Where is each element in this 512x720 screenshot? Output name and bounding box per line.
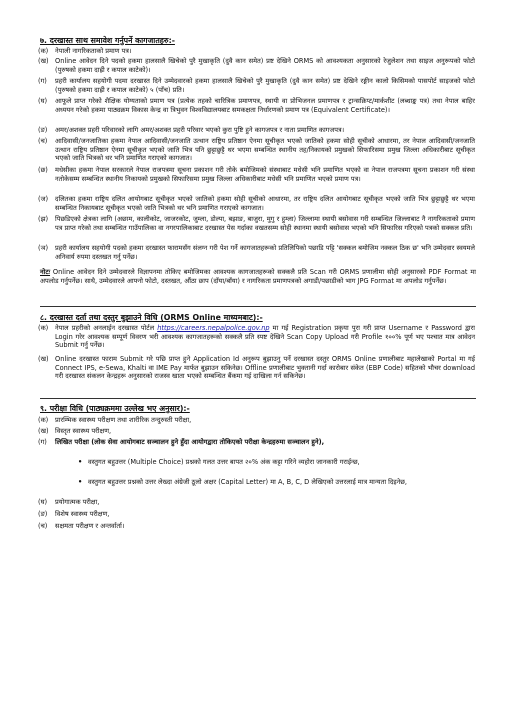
item-text: प्रयोगात्मक परीक्षा, xyxy=(55,498,100,506)
item-text: आदिवासी/जनजातिका हकमा नेपाल आदिवासी/जनजाति उत्थान राष्ट्रिय प्रतिष्ठान ऐनमा सूचीकृत भएको जातिको हकमा सोही सूचीको आधारमा, तर नेपाल आदिवासी/जनजाति उत्थान राष्ट्रिय प्रतिष्ठान ऐनमा सूचीकृत भएको जाति भित्र पनि छुट्टाछुट्टै थर भएमा सम्बन्धित स्थानीय तह/निकायको प्रमुखको सिफारिसमा प्रमुख जिल्ला अधिकारीबाट सूचीकृत भएको जाति भित्रको थर भनि प्रमाणित गराएको कागजात। xyxy=(55,137,475,163)
item-label: (घ) xyxy=(38,97,48,105)
item-label: (क) xyxy=(38,47,49,55)
list-item xyxy=(38,195,475,212)
item-text: लिखित परीक्षा (लोक सेवा आयोगबाट सञ्चालन हुने हुँदा आयोगद्वारा तोकिएको परीक्षा केन्द्रहरुमा सञ्चालन हुने), xyxy=(55,438,325,446)
item-label: (ज) xyxy=(38,195,49,203)
list-item xyxy=(38,215,475,232)
item-label: (ञ) xyxy=(38,244,49,252)
item-label: (ङ) xyxy=(38,510,48,518)
item-text: प्रहरी कार्यालय सहयोगी पदमा दरखास्त दिने उम्मेदवारको हकमा हालसालै खिचेको पुरै मुखाकृति (दुवै कान समेत) प्रष्ट देखिने रङ्गीन कालो किसिमको पासपोर्ट साइजको फोटो (पुरुषको हकमा दाह्री र कपाल काटेको) ५ (पाँच) प्रति। xyxy=(55,77,475,94)
item-label: (क) xyxy=(38,416,49,424)
list-item xyxy=(38,324,475,350)
list-item xyxy=(38,438,475,447)
section-7-title: ७. दरखास्त साथ समावेश गर्नुपर्ने कागजातहरु:- xyxy=(40,36,175,45)
bullet-text: वस्तुगत बहुउत्तर प्रश्नको उत्तर लेख्दा अंग्रेजी ठूलो अक्षर (Capital Letter) मा A, B, C, D लेखिएको उत्तरलाई मात्र मान्यता दिइनेछ, xyxy=(88,478,407,486)
note-paragraph xyxy=(40,268,476,285)
item-text: Online दरखास्त फाराम Submit गरे पछि प्राप्त हुने Application Id अनुरूप बुझाउनु पर्ने दरखास्त दस्तुर ORMS Online प्रणालीबाट महालेखाको Portal मा गई Connect IPS, e-Sewa, Khalti वा IME Pay मार्फत बुझाउन सकिनेछ। Offline प्रणालीबाट भुक्तानी गर्दा कारोबार संकेत (EBP Code) सहितको भौचर download गरी दरखास्त संकलन केन्द्रहरू अनुसारको राजस्व खाता भएको सम्बन्धित बैंकमा गई दाखिला गर्न सकिनेछ। xyxy=(55,355,475,381)
item-text-start: नेपाल प्रहरीको अनलाईन दरखास्त पोर्टल xyxy=(55,324,158,332)
list-item xyxy=(38,77,475,94)
item-label: (ख) xyxy=(38,57,49,65)
bullet-item xyxy=(78,458,476,467)
item-text: मधेसीका हकमा नेपाल सरकारले नेपाल राजपत्रमा सूचना प्रकाशन गरी तोके बमोजिमको संस्थाबाट मधेसी भनि प्रमाणित भएको वा नेपाल राजपत्रमा सूचना प्रकाशन गरी संस्था नतोकेसम्म सम्बन्धित स्थानीय निकायको प्रमुखको सिफारिसमा प्रमुख जिल्ला अधिकारीबाट मधेसी भनि प्रमाणित भएको प्रमाण पत्र। xyxy=(55,166,475,183)
list-item xyxy=(38,166,475,183)
item-label: (ख) xyxy=(38,427,49,435)
item-label: (ग) xyxy=(38,438,47,446)
item-text: विशेष स्वास्थ्य परीक्षण, xyxy=(55,510,110,518)
item-text: Online आवेदन दिने पदको हकमा हालसालै खिचेको पुरै मुखाकृति (दुवै कान समेत) प्रष्ट देखिने ORMS को आवश्यकता अनुसारको रेजुलेशन तथा साइज अनुरूपको फोटो (पुरुषको हकमा दाह्री र कपाल काटेको)। xyxy=(55,57,475,74)
list-item xyxy=(38,427,475,436)
item-label: (क) xyxy=(38,324,49,332)
careers-portal-link[interactable]: https://careers.nepalpolice.gov.np xyxy=(157,324,270,332)
list-item xyxy=(38,57,475,74)
section-9-title: ९. परीक्षा विधि (पाठ्यक्रममा उल्लेख भए अनुसार):- xyxy=(40,404,190,413)
section-divider xyxy=(40,398,476,399)
item-text: अमर/अशक्त प्रहरी परिवारको लागि अमर/अशक्त प्रहरी परिवार भएको कुरा पुष्टि हुने कागजपत्र र नाता प्रमाणित कागजपत्र। xyxy=(55,126,345,134)
item-text-end: मा गई Registration प्रकृया पुरा गरी प्राप्त Username र Password द्वारा Login गरेर आवश्यक सम्पूर्ण विवरण भरी आवश्यक कागजातहरूको सक्कलै प्रति स्पष्ट देखिने Scan Copy Upload गरी Profile १००% पूर्ण भए पश्चात मात्र आवेदन Submit गर्नु पर्नेछ। xyxy=(55,324,475,350)
item-text: सक्षमता परीक्षण र अन्तर्वार्ता। xyxy=(55,522,125,530)
item-label: (च) xyxy=(38,522,48,530)
item-label: (ख) xyxy=(38,355,49,363)
item-text xyxy=(55,324,475,350)
list-item xyxy=(38,416,475,425)
item-text: पिछडिएको क्षेत्रका लागि (अछाम, कालीकोट, जाजरकोट, जुम्ला, डोल्पा, बझाङ, बाजुरा, मुगु र हुम्ला) जिल्लामा स्थायी बसोवास गरी सम्बन्धित जिल्लाबाट नै नागरिकताको प्रमाण पत्र प्राप्त गरेको तथा सम्बन्धित गाउँपालिका वा नगरपालिकाबाट दरखास्त पेस गर्दाका वखतसम्म सोही स्थानमा स्थायी बसोवास भएको भनि सिफारिस गरिएको पत्रको सक्कल प्रति। xyxy=(55,215,475,232)
note-label: नोटः xyxy=(40,268,51,276)
list-item xyxy=(38,47,475,56)
item-label: (झ) xyxy=(38,215,49,223)
list-item xyxy=(38,355,475,381)
item-label: (च) xyxy=(38,137,48,145)
list-item xyxy=(38,126,475,135)
list-item xyxy=(38,522,475,531)
section-divider xyxy=(40,306,476,307)
list-item xyxy=(38,510,475,519)
item-text: प्रारम्भिक स्वास्थ्य परीक्षण तथा शारीरिक तन्दुरुस्ती परीक्षा, xyxy=(55,416,192,424)
note-text: Online आवेदन दिने उम्मेदवारले विज्ञापनमा तोकिए बमोजिमका आवश्यक कागजातहरूको सक्कलै प्रति Scan गरी ORMS प्रणालीमा सोही अनुसारको PDF Format मा अपलोड गर्नुपर्नेछ। साथै, उम्मेदवारले आफ्नो फोटो, दस्तखत, औंठा छाप (दाँया/बाँया) र नागरिकता प्रमाणपत्रको अगाडी/पछाडीको भाग JPG Format मा अपलोड गर्नुपर्नेछ। xyxy=(40,268,476,285)
item-label: (ग) xyxy=(38,77,47,85)
item-text: दलितका हकमा राष्ट्रिय दलित आयोगबाट सूचीकृत भएको जातिको हकमा सोही सूचीको आधारमा, तर राष्ट्रिय दलित आयोगबाट सूचीकृत भएको जाति भित्र छुट्टाछुट्टै थर भएमा सम्बन्धित निकायबाट सूचीकृत भएको जाति भित्रको थर भनि प्रमाणित गराएको कागजात। xyxy=(55,195,475,212)
list-item xyxy=(38,498,475,507)
section-8-title: ८. दरखास्त दर्ता तथा दस्तुर बुझाउने विधि (ORMS Online माध्यमबाट):- xyxy=(40,313,263,322)
bullet-text: वस्तुगत बहुउत्तर (Multiple Choice) प्रश्नको गलत उत्तर बापत २०% अंक कट्टा गरिने व्यहोरा जानकारी गराईन्छ, xyxy=(88,458,360,466)
bullet-icon: • xyxy=(78,458,83,466)
item-text: प्रहरी कार्यालय सहयोगी पदको हकमा दरखास्त फारामसँग संलग्न गरी पेश गर्ने कागजातहरूको प्रतिलिपिको पछाडि पट्टि 'सक्कल बमोजिम नक्कल ठिक छ' भनि उम्मेदवार स्वयमले अनिवार्य रुपमा दस्तखत गर्नु पर्नेछ। xyxy=(55,244,475,261)
item-label: (ङ) xyxy=(38,126,48,134)
list-item xyxy=(38,137,475,163)
item-label: (घ) xyxy=(38,498,48,506)
item-text: नेपाली नागरिकताको प्रमाण पत्र। xyxy=(55,47,132,55)
item-text: आफूले प्राप्त गरेको शैक्षिक योग्यताको प्रमाण पत्र (प्रत्येक तहको चारित्रिक प्रमाणपत्र, स्थायी वा प्रोभिजनल प्रमाणपत्र र ट्रान्सक्रिप्ट/मार्कशीट (लब्धाङ्क पत्र) तथा नेपाल बाहिर अध्ययन गरेको हकमा पाठ्यक्रम विकास केन्द्र वा त्रिभुवन विश्वविद्यालयबाट समकक्षता निर्धारणको प्रमाण पत्र (Equivalent Certificate)। xyxy=(55,97,475,114)
list-item xyxy=(38,97,475,114)
item-text: विस्तृत स्वास्थ्य परीक्षण, xyxy=(55,427,112,435)
bullet-icon: • xyxy=(78,478,83,486)
list-item xyxy=(38,244,475,261)
item-label: (छ) xyxy=(38,166,48,174)
bullet-item xyxy=(78,478,476,487)
